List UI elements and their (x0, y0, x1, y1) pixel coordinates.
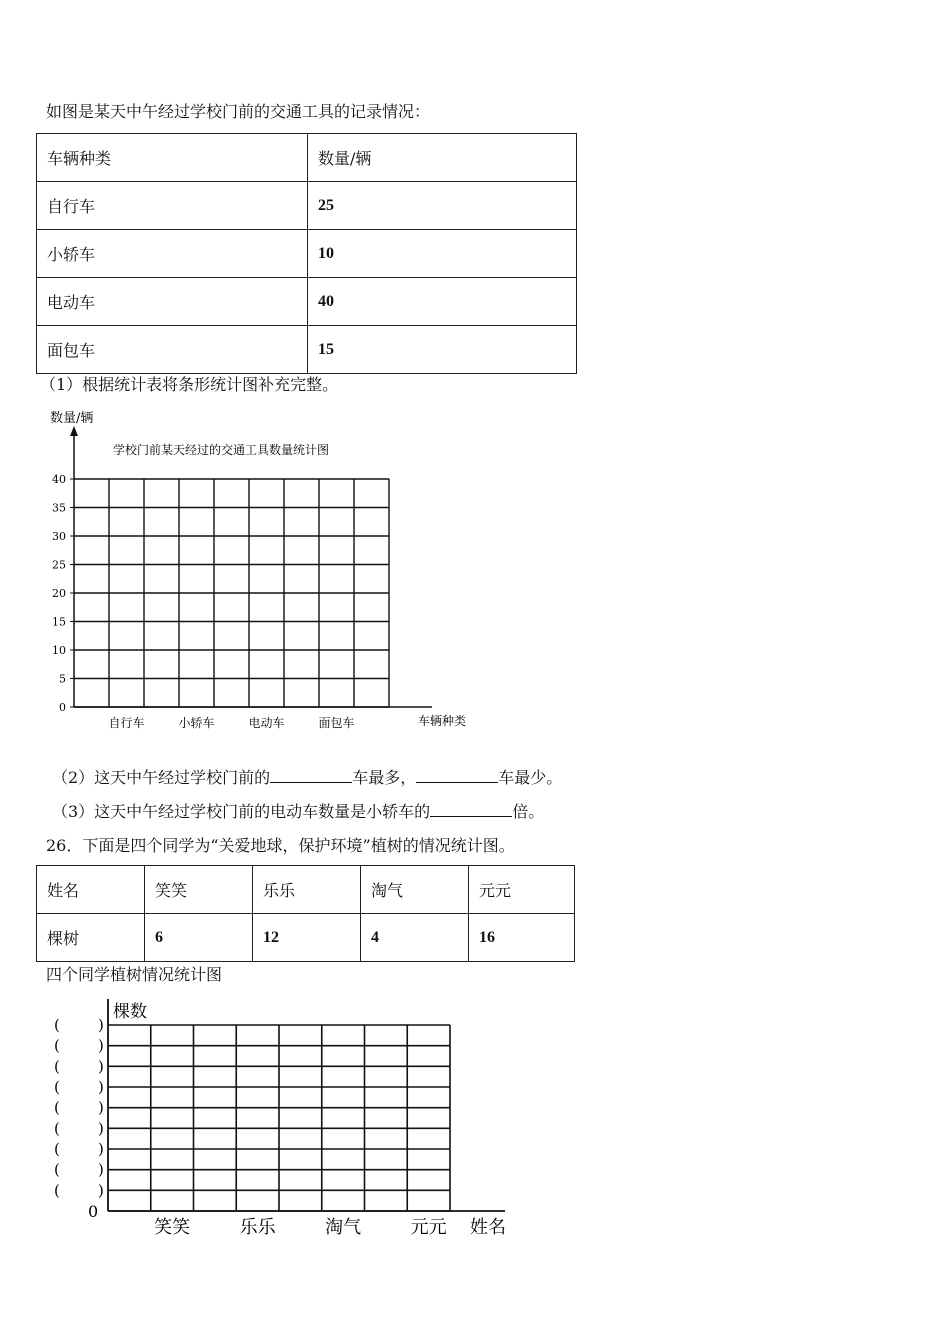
chart1-grid (74, 479, 389, 707)
table-row (37, 230, 577, 278)
ytick-blank-close: ) (98, 1181, 104, 1200)
ytick-blank-open: ( (54, 1160, 60, 1179)
tree-bar-chart (0, 995, 540, 1245)
ytick-blank-open: ( (54, 1036, 60, 1055)
tree-table-count-row (37, 914, 575, 962)
student-name-cell: 笑笑 (145, 866, 253, 914)
answer-blank-times[interactable] (430, 801, 512, 817)
tree-count-cell: 4 (361, 914, 469, 962)
student-name-cell: 元元 (469, 866, 575, 914)
chart2-zero-label: 0 (88, 1202, 99, 1221)
chart1-category-label: 面包车 (318, 716, 355, 730)
chart1-ytick-label: 10 (52, 644, 66, 657)
chart1-ylabel: 数量/辆 (50, 411, 94, 426)
chart2-category-label: 笑笑 (154, 1217, 191, 1238)
vehicle-type-cell: 小轿车 (37, 230, 308, 278)
ytick-blank-open: ( (54, 1016, 60, 1034)
chart1-y-arrow (70, 426, 78, 436)
chart2-category-label: 元元 (410, 1217, 447, 1238)
q26-intro: 26．下面是四个同学为“关爱地球，保护环境”植树的情况统计图。 (46, 836, 515, 855)
chart1-category-label: 电动车 (248, 716, 285, 730)
ytick-blank-close: ) (98, 1057, 104, 1076)
header-name-label: 姓名 (37, 866, 145, 914)
header-vehicle-type: 车辆种类 (37, 134, 308, 182)
chart1-yticks (52, 473, 74, 714)
chart2-grid (108, 1025, 450, 1211)
ytick-blank-open: ( (54, 1078, 60, 1096)
q26-chart-caption: 四个同学植树情况统计图 (46, 965, 223, 984)
ytick-blank-close: ) (98, 1160, 104, 1179)
ytick-blank-close: ) (98, 1119, 104, 1138)
tree-table (36, 865, 575, 962)
chart2-ytick-blanks (54, 1016, 104, 1199)
q25-part2 (52, 767, 562, 788)
answer-blank-least[interactable] (416, 767, 498, 783)
student-name-cell: 乐乐 (253, 866, 361, 914)
vehicle-type-cell: 面包车 (37, 326, 308, 374)
ytick-blank-open: ( (54, 1119, 60, 1138)
table-header-row (37, 134, 577, 182)
chart1-ytick-label: 35 (52, 501, 66, 515)
answer-blank-most[interactable] (270, 767, 352, 783)
tree-count-cell: 12 (253, 914, 361, 962)
chart1-categories (108, 715, 354, 730)
ytick-blank-close: ) (98, 1078, 104, 1096)
chart2-category-label: 淘气 (325, 1217, 362, 1238)
vehicle-count-cell: 25 (308, 182, 577, 230)
q25-part3 (52, 801, 544, 822)
vehicle-count-cell: 40 (308, 278, 577, 326)
ytick-blank-close: ) (98, 1140, 104, 1158)
part3-text-a: （3）这天中午经过学校门前的电动车数量是小轿车的 (52, 802, 431, 821)
table-row (37, 326, 577, 374)
part2-text-a: （2）这天中午经过学校门前的 (52, 768, 271, 787)
part2-text-b: 车最多， (352, 768, 417, 787)
ytick-blank-open: ( (54, 1140, 60, 1158)
vehicle-count-cell: 10 (308, 230, 577, 278)
tree-table-header-row (37, 866, 575, 914)
ytick-blank-open: ( (54, 1057, 60, 1076)
vehicle-table (36, 133, 577, 374)
chart2-xlabel: 姓名 (470, 1217, 506, 1238)
chart1-ytick-label: 40 (52, 473, 66, 486)
table-row (37, 278, 577, 326)
part2-text-c: 车最少。 (498, 768, 563, 787)
chart1-ytick-label: 15 (52, 615, 66, 629)
table-row (37, 182, 577, 230)
vehicle-bar-chart (0, 400, 520, 745)
header-count: 数量/辆 (308, 134, 577, 182)
vehicle-type-cell: 自行车 (37, 182, 308, 230)
chart2-ylabel: 棵数 (113, 1002, 147, 1022)
chart1-ytick-label: 25 (52, 558, 66, 572)
chart1-ytick-label: 30 (52, 530, 66, 543)
q25-intro: 如图是某天中午经过学校门前的交通工具的记录情况： (46, 102, 431, 121)
vehicle-count-cell: 15 (308, 326, 577, 374)
ytick-blank-close: ) (98, 1098, 104, 1117)
ytick-blank-open: ( (54, 1181, 60, 1200)
chart1-category-label: 小轿车 (178, 716, 215, 730)
ytick-blank-close: ) (98, 1036, 104, 1055)
q25-part1: （1）根据统计表将条形统计图补充完整。 (40, 375, 339, 394)
chart1-ytick-label: 5 (59, 672, 66, 686)
chart2-categories (154, 1217, 447, 1238)
chart1-category-label: 自行车 (108, 716, 145, 730)
row-count-label: 棵树 (37, 914, 145, 962)
vehicle-type-cell: 电动车 (37, 278, 308, 326)
student-name-cell: 淘气 (361, 866, 469, 914)
chart1-ytick-label: 0 (59, 701, 66, 714)
chart2-category-label: 乐乐 (239, 1217, 276, 1238)
chart1-title: 学校门前某天经过的交通工具数量统计图 (113, 443, 330, 457)
ytick-blank-close: ) (98, 1016, 104, 1034)
chart1-xlabel: 车辆种类 (418, 714, 467, 728)
chart1-ytick-label: 20 (52, 587, 66, 600)
part3-text-b: 倍。 (512, 802, 545, 821)
tree-count-cell: 6 (145, 914, 253, 962)
tree-count-cell: 16 (469, 914, 575, 962)
ytick-blank-open: ( (54, 1098, 60, 1117)
